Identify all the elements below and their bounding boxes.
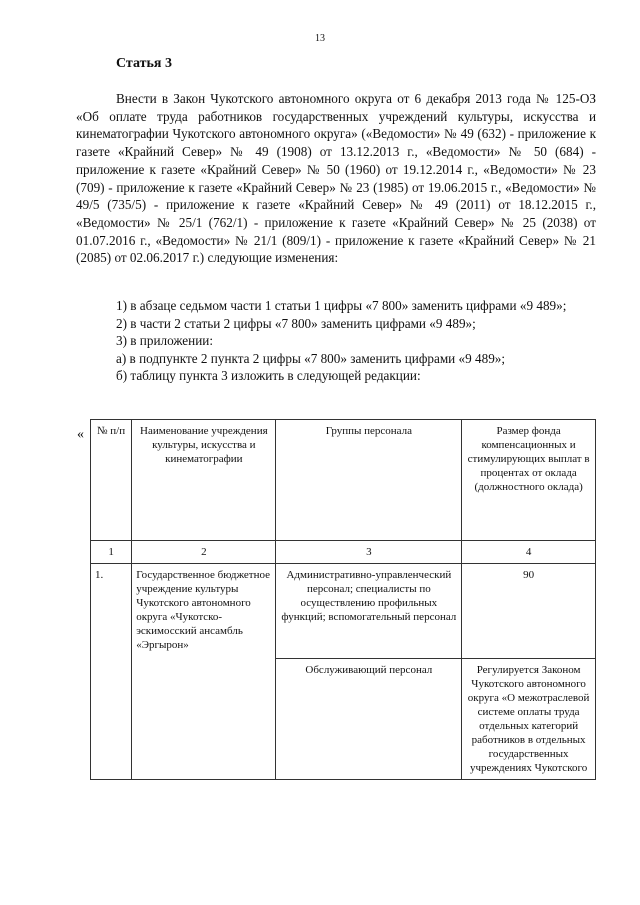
staff-group: Административно-управленческий персонал; специалисты по осуществлению профильных функций; вспомогательный персонал [276, 564, 462, 659]
column-number: 2 [132, 541, 276, 564]
amendment-1: 1) в абзаце седьмом части 1 статьи 1 цифры «7 800» заменить цифрами «9 489»; [116, 298, 567, 313]
amendment-2: 2) в части 2 статьи 2 цифры «7 800» заменить цифрами «9 489»; [116, 315, 476, 331]
amendments-list [76, 297, 596, 385]
table-header-row [91, 420, 596, 541]
payroll-fund-table [90, 419, 596, 780]
amendment-3b: б) таблицу пункта 3 изложить в следующей редакции: [116, 368, 421, 384]
article-title: Статья 3 [116, 56, 172, 71]
row-number: 1. [91, 564, 132, 780]
header-staff-groups: Группы персонала [276, 420, 462, 541]
fund-size: Регулируется Законом Чукотского автономного округа «О межотраслевой системе оплаты труда отдельных категорий работников в отдельных государственных учреждениях Чукотского [462, 659, 596, 780]
opening-quote-mark: « [77, 427, 84, 442]
header-num: № п/п [91, 420, 132, 541]
amendment-3: 3) в приложении: [116, 333, 213, 349]
staff-group: Обслуживающий персонал [276, 659, 462, 780]
column-number: 3 [276, 541, 462, 564]
intro-paragraph [76, 90, 596, 267]
column-number: 1 [91, 541, 132, 564]
institution-name: Государственное бюджетное учреждение культуры Чукотского автономного округа «Чукотско-эскимосский ансамбль «Эргырон» [132, 564, 276, 780]
header-fund-size: Размер фонда компенсационных и стимулирующих выплат в процентах от оклада (должностного оклада) [462, 420, 596, 541]
page-number: 13 [315, 33, 325, 44]
header-institution: Наименование учреждения культуры, искусства и кинематографии [132, 420, 276, 541]
table-row [91, 564, 596, 659]
column-number-row [91, 541, 596, 564]
fund-size: 90 [462, 564, 596, 659]
intro-text: Внести в Закон Чукотского автономного округа от 6 декабря 2013 года № 125-ОЗ «Об оплате труда работников государственных учреждений культуры, искусства и кинематографии Чукотского автономного округа» («Ведомости» № 49 (632) - приложение к газете «Крайний Север» № 49 (1908) от 13.12.2013 г., «Ведомости» № 50 (684) - приложение к газете «Крайний Север» № 50 (1960) от 19.12.2014 г., «Ведомости» № 23 (709) - приложение к газете «Крайний Север» № 23 (1985) от 19.06.2015 г., «Ведомости» № 49/5 (735/5) - приложение к газете «Крайний Север» № 49 (2011) от 18.12.2015 г., «Ведомости» № 25/1 (762/1) - приложение к газете «Крайний Север» № 25 (2038) от 01.07.2016 г., «Ведомости» № 21/1 (809/1) - приложение к газете «Крайний Север» № 21 (2085) от 02.06.2017 г.) следующие изменения: [76, 91, 596, 266]
column-number: 4 [462, 541, 596, 564]
amendment-3a: а) в подпункте 2 пункта 2 цифры «7 800» заменить цифрами «9 489»; [116, 350, 506, 366]
